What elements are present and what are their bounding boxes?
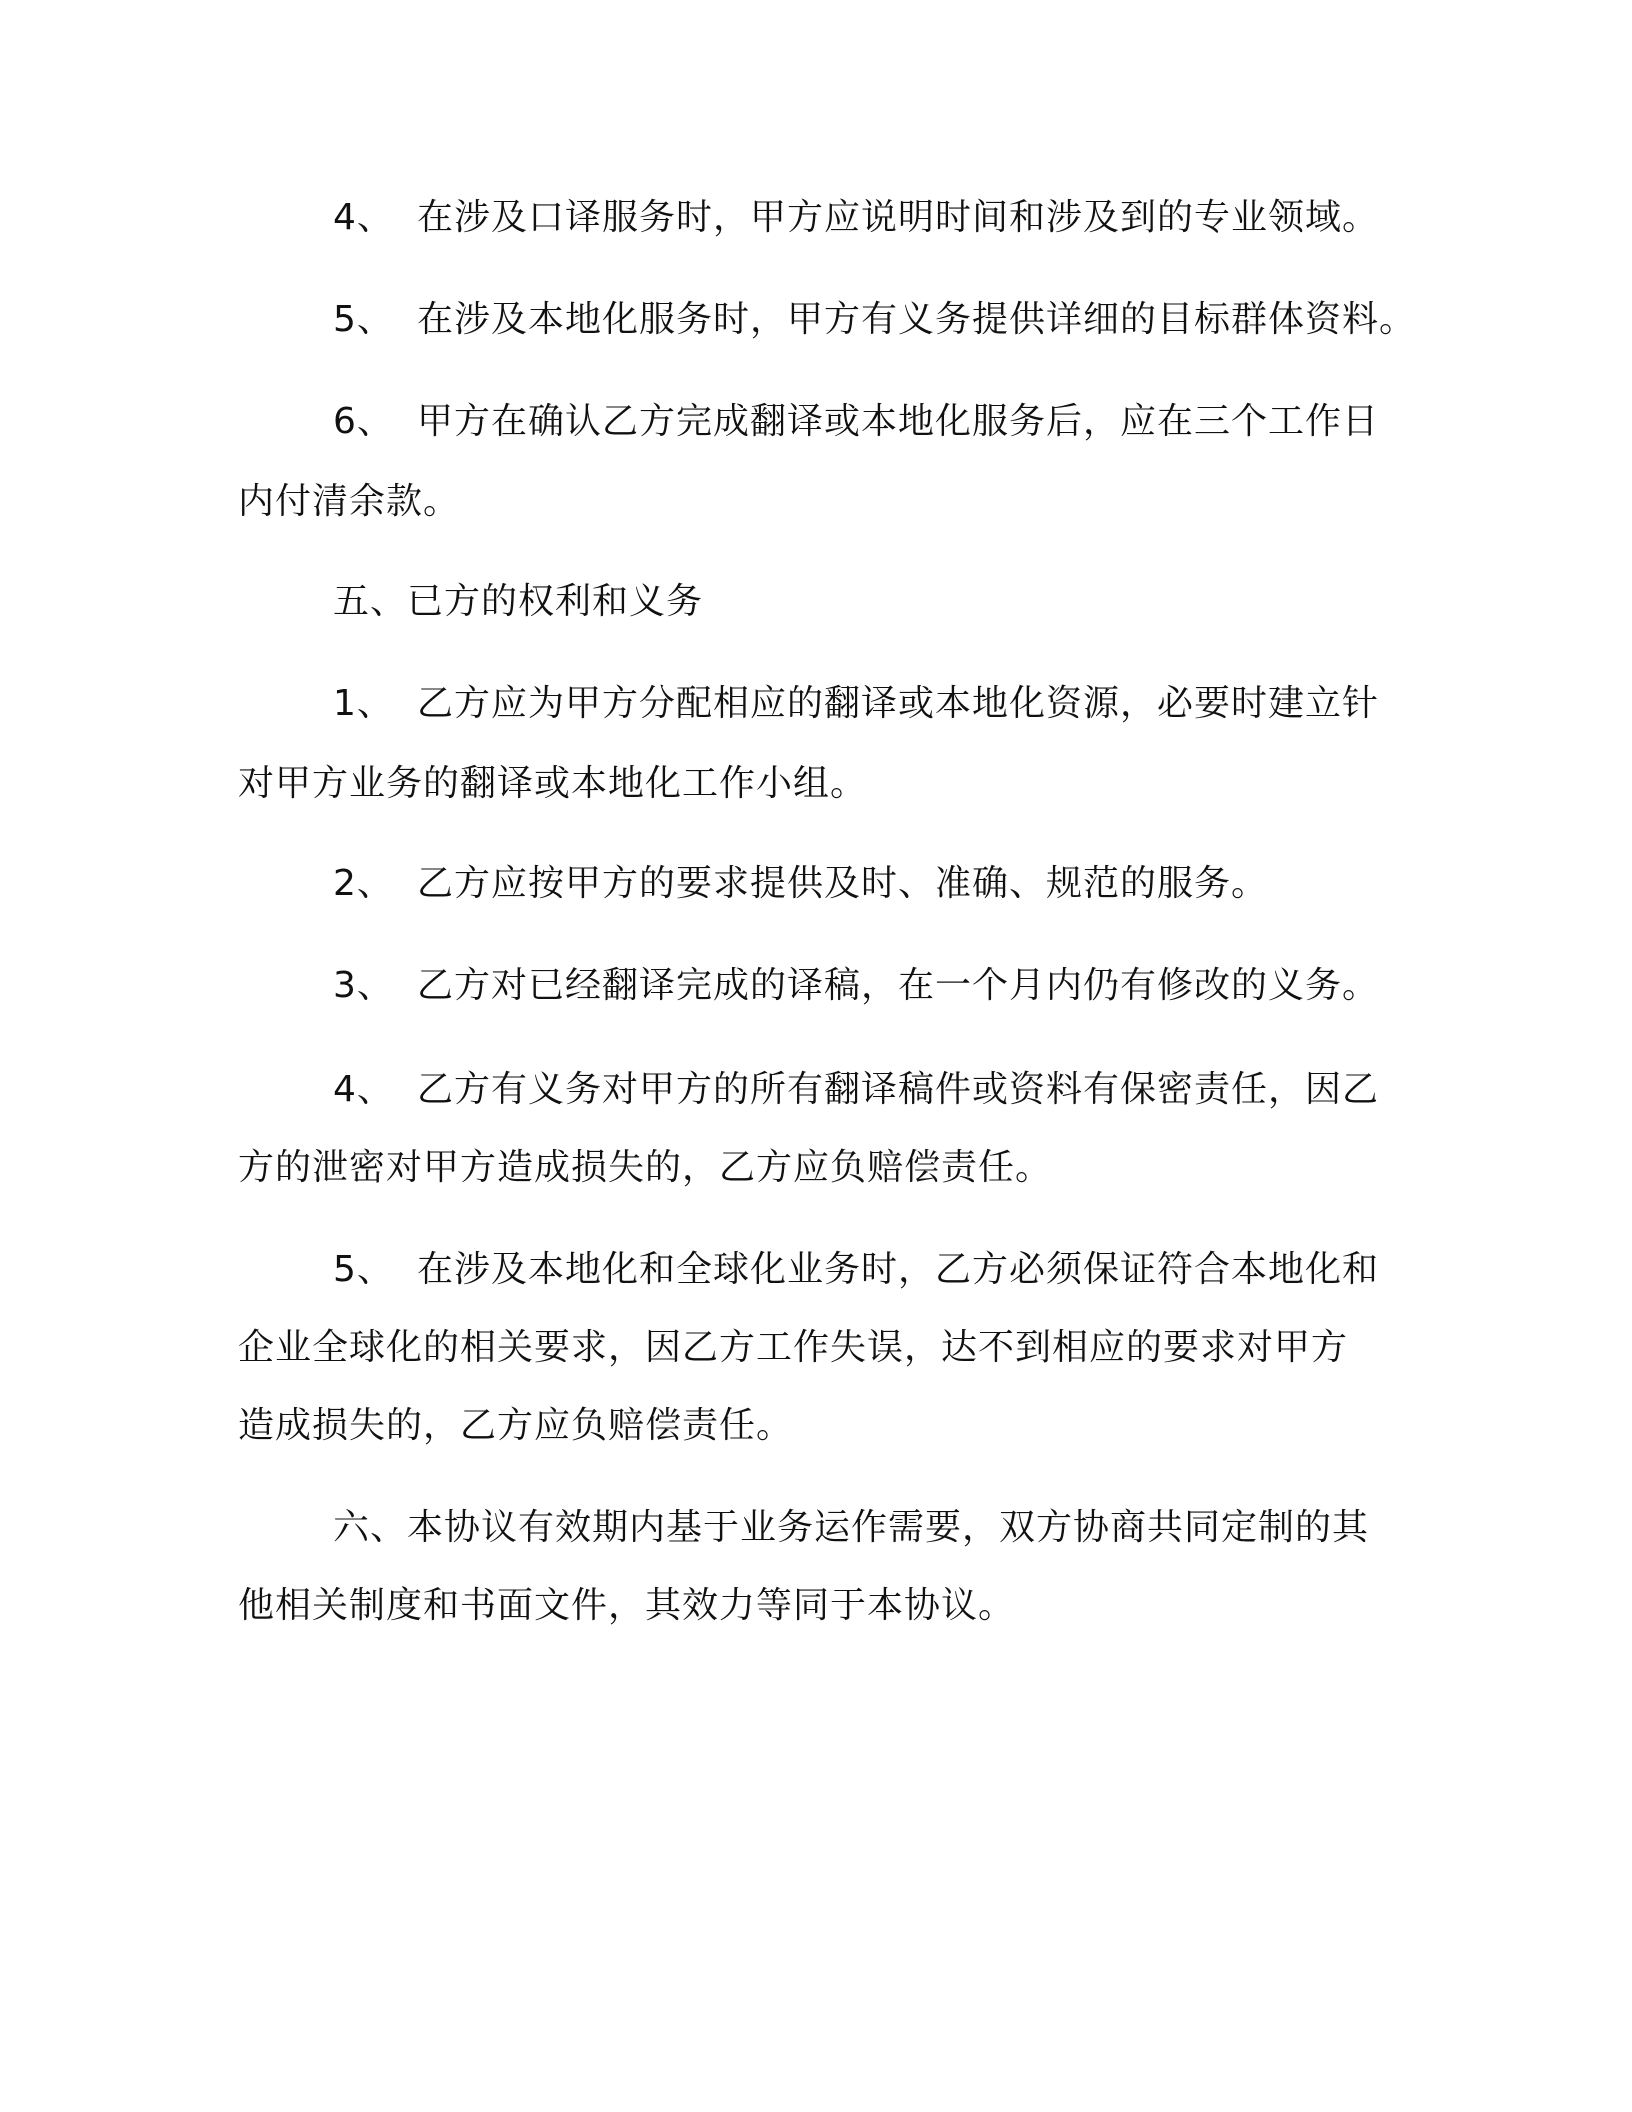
item-number: 4、 <box>333 197 394 238</box>
paragraph-line <box>238 1326 1348 1370</box>
section-heading-text: 六、本协议有效期内基于业务运作需要，双方协商共同定制的其 <box>333 1507 1370 1548</box>
paragraph-line <box>238 480 460 524</box>
item-text: 在涉及本地化服务时，甲方有义务提供详细的目标群体资料。 <box>417 299 1417 340</box>
item-text: 内付清余款。 <box>238 481 461 522</box>
item-text: 他相关制度和书面文件，其效力等同于本协议。 <box>238 1585 1016 1626</box>
paragraph-line <box>333 862 1268 906</box>
item-text: 造成损失的，乙方应负赔偿责任。 <box>238 1405 794 1446</box>
paragraph-line <box>333 682 1379 726</box>
item-text: 乙方应按甲方的要求提供及时、准确、规范的服务。 <box>417 863 1269 904</box>
paragraph-line <box>238 1146 1052 1190</box>
paragraph-line <box>333 1248 1379 1292</box>
item-text: 乙方应为甲方分配相应的翻译或本地化资源，必要时建立针 <box>417 683 1380 724</box>
section-heading <box>333 1506 1369 1550</box>
item-text: 企业全球化的相关要求，因乙方工作失误，达不到相应的要求对甲方 <box>238 1327 1349 1368</box>
item-text: 在涉及本地化和全球化业务时，乙方必须保证符合本地化和 <box>417 1249 1380 1290</box>
item-number: 5、 <box>333 1249 394 1290</box>
paragraph-line <box>333 964 1379 1008</box>
item-text: 甲方在确认乙方完成翻译或本地化服务后，应在三个工作日 <box>417 401 1380 442</box>
item-number: 6、 <box>333 401 394 442</box>
paragraph-line <box>238 1584 1015 1628</box>
section-heading-text: 五、已方的权利和义务 <box>333 581 704 622</box>
paragraph-line <box>238 1404 793 1448</box>
paragraph-line <box>333 400 1379 444</box>
item-number: 1、 <box>333 683 394 724</box>
paragraph-line <box>333 1068 1379 1112</box>
item-text: 在涉及口译服务时，甲方应说明时间和涉及到的专业领域。 <box>417 197 1380 238</box>
item-text: 对甲方业务的翻译或本地化工作小组。 <box>238 763 868 804</box>
item-text: 乙方对已经翻译完成的译稿，在一个月内仍有修改的义务。 <box>417 965 1380 1006</box>
item-number: 3、 <box>333 965 394 1006</box>
item-number: 2、 <box>333 863 394 904</box>
item-text: 乙方有义务对甲方的所有翻译稿件或资料有保密责任，因乙 <box>417 1069 1380 1110</box>
item-number: 4、 <box>333 1069 394 1110</box>
item-text: 方的泄密对甲方造成损失的，乙方应负赔偿责任。 <box>238 1147 1053 1188</box>
section-heading <box>333 580 703 624</box>
item-number: 5、 <box>333 299 394 340</box>
paragraph-line <box>333 196 1379 240</box>
paragraph-line <box>333 298 1416 342</box>
paragraph-line <box>238 762 867 806</box>
